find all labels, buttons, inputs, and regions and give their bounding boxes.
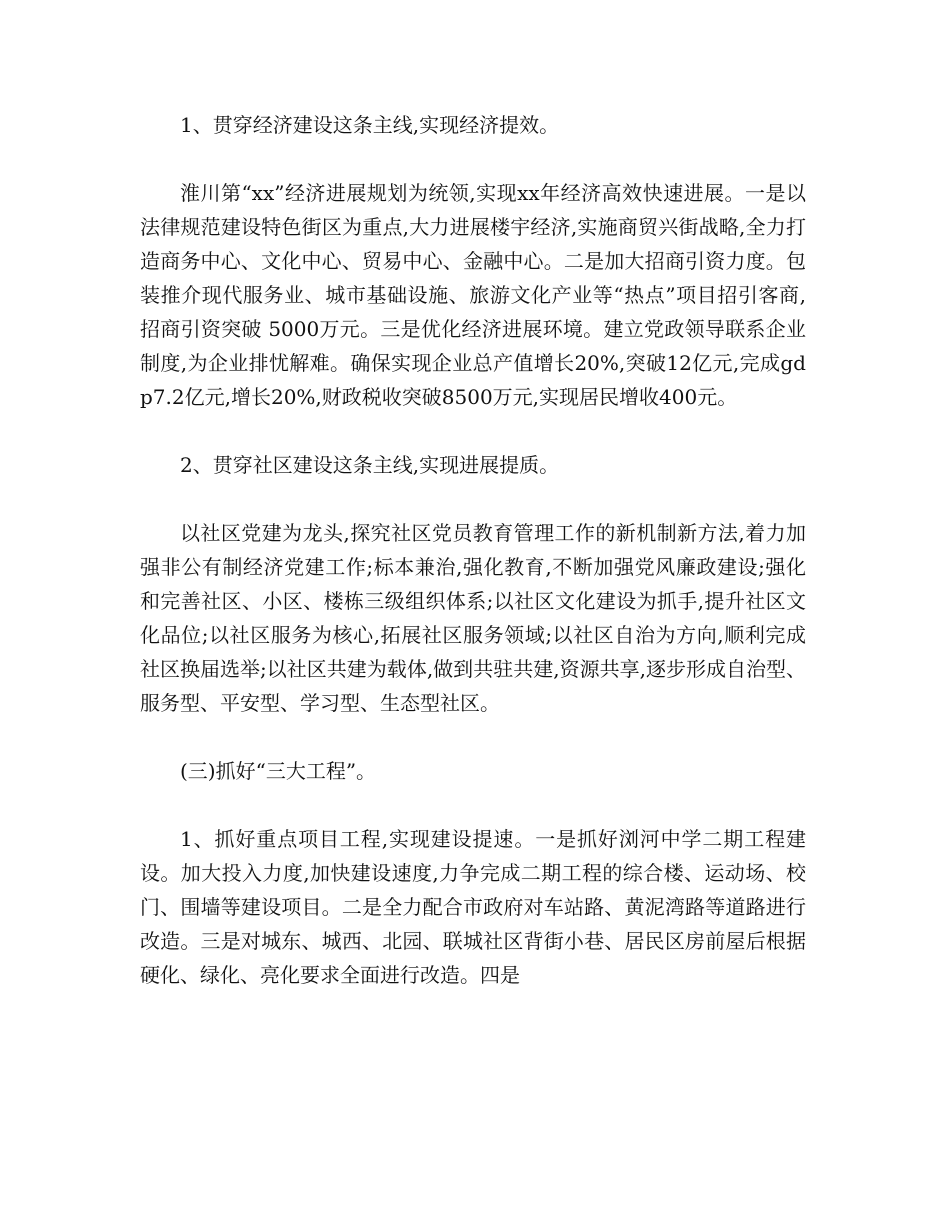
paragraph-economy: 淮川第“xx”经济进展规划为统领,实现xx年经济高效快速进展。一是以法律规范建设特色街区为重点,大力进展楼宇经济,实施商贸兴街战略,全力打造商务中心、文化中心、贸易中心、金融中心。二是加大招商引资力度。包装推介现代服务业、城市基础设施、旅游文化产业等“热点”项目招引客商,招商引资突破 5000万元。三是优化经济进展环境。建立党政领导联系企业制度,为企业排忧解难。确保实现企业总产值增长20%,突破12亿元,完成gdp7.2亿元,增长20%,财政税收突破8500万元,实现居民增收400元。 (140, 181, 806, 409)
section-heading-three-projects: (三)抓好“三大工程”。 (180, 759, 377, 783)
paragraph-community: 以社区党建为龙头,探究社区党员教育管理工作的新机制新方法,着力加强非公有制经济党建工作;标本兼治,强化教育,不断加强党风廉政建设;强化和完善社区、小区、楼栋三级组织体系;以社区文化建设为抓手,提升社区文化品位;以社区服务为核心,拓展社区服务领域;以社区自治为方向,顺利完成社区换届选举;以社区共建为载体,做到共驻共建,资源共享,逐步形成自治型、服务型、平安型、学习型、生态型社区。 (140, 521, 806, 715)
section-heading-community: 2、贯穿社区建设这条主线,实现进展提质。 (180, 453, 560, 477)
section-heading-economy: 1、贯穿经济建设这条主线,实现经济提效。 (180, 113, 560, 137)
paragraph-key-projects: 1、抓好重点项目工程,实现建设提速。一是抓好浏河中学二期工程建设。加大投入力度,加快建设速度,力争完成二期工程的综合楼、运动场、校门、围墙等建设项目。二是全力配合市政府对车站路、黄泥湾路等道路进行改造。三是对城东、城西、北园、联城社区背街小巷、居民区房前屋后根据硬化、绿化、亮化要求全面进行改造。四是 (140, 827, 806, 987)
document-body (140, 108, 806, 1026)
